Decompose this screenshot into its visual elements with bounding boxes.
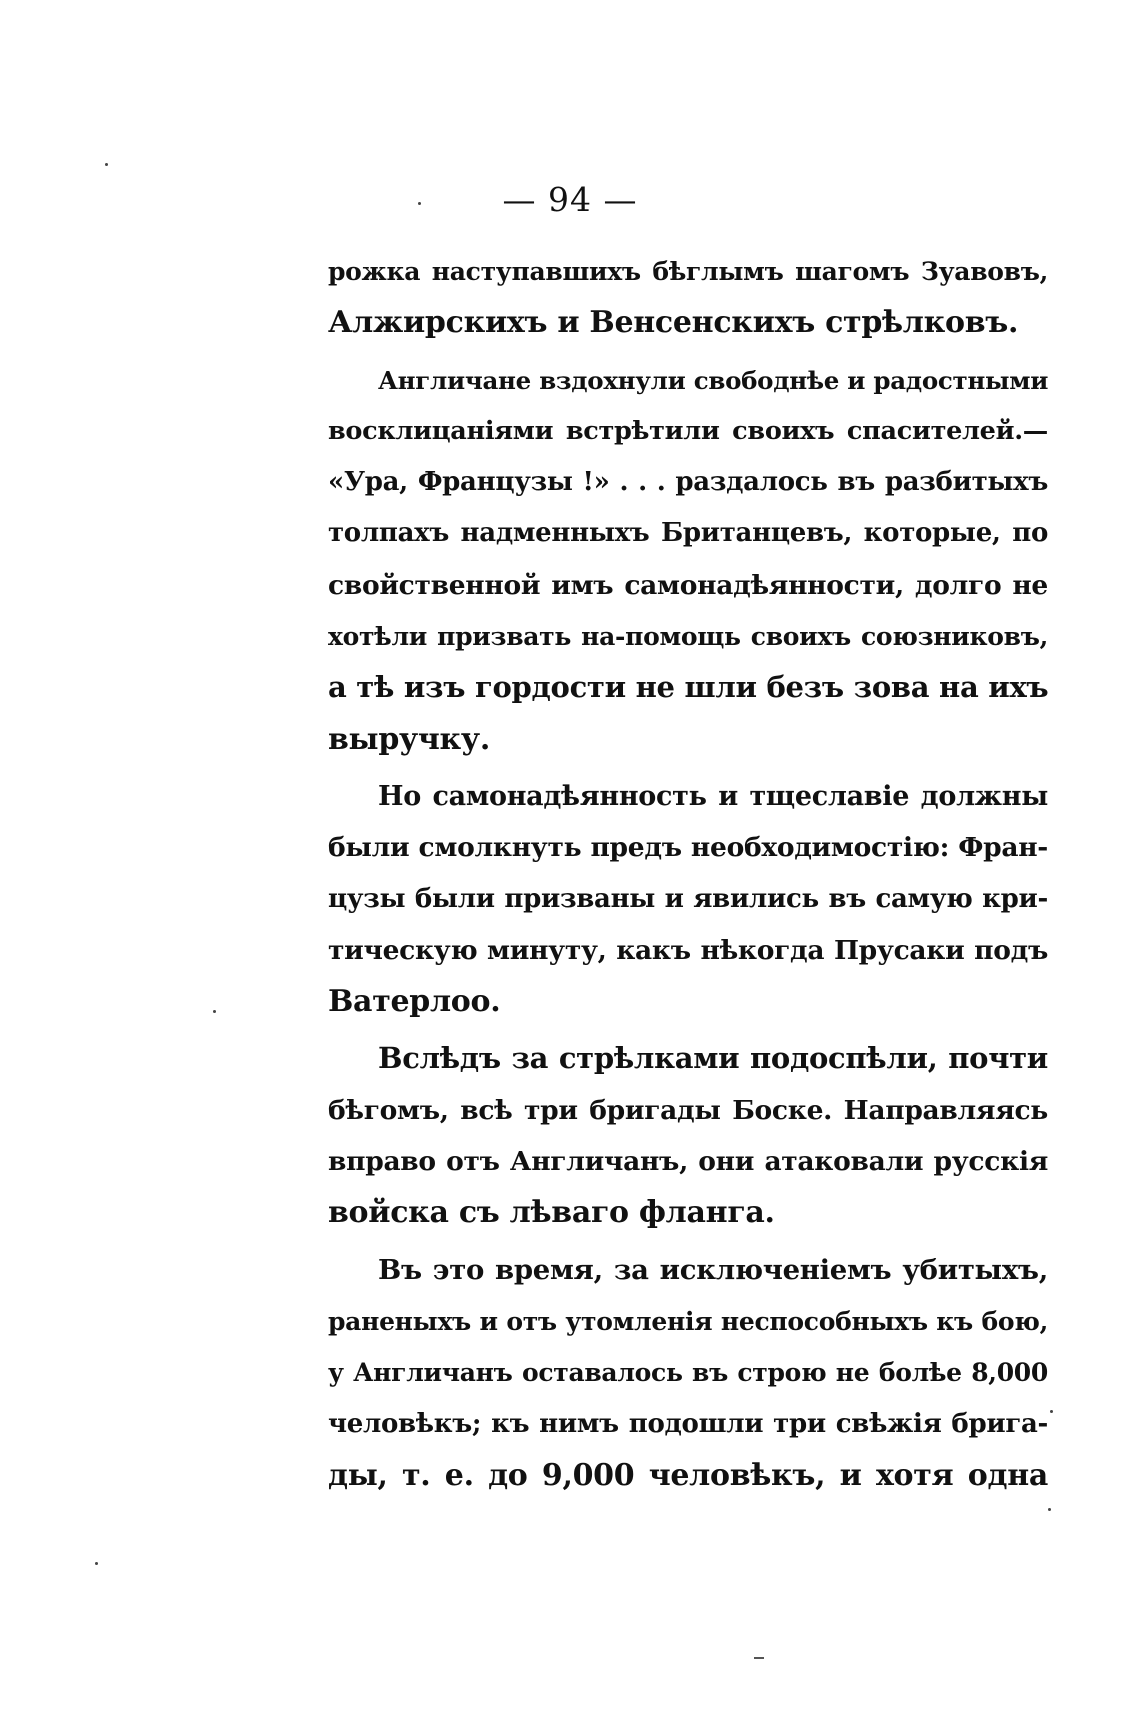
text-line: рожка наступавшихъ бѣглымъ шагомъ Зуавовъ, [328, 257, 1048, 286]
text-line: хотѣли призвать на-помощь своихъ союзниковъ, [328, 622, 1048, 652]
paragraph [328, 355, 1048, 765]
text-line: бѣгомъ, всѣ три бригады Боске. Направляясь [328, 1094, 1048, 1126]
body-text [328, 246, 1048, 1501]
scan-speck [1050, 1410, 1053, 1413]
text-line: толпахъ надменныхъ Британцевъ, которые, по [328, 518, 1048, 549]
paragraph [328, 1033, 1048, 1238]
text-line: «Ура, Французы !» . . . раздалось въ разбитыхъ [328, 467, 1048, 498]
text-line: Ватерлоо. [328, 984, 501, 1020]
paragraph [328, 1245, 1048, 1501]
paragraph [328, 246, 1048, 349]
text-line: Алжирскихъ и Венсенскихъ стрѣлковъ. [328, 305, 1019, 341]
text-line: тическую минуту, какъ нѣкогда Прусаки подъ [328, 934, 1048, 966]
text-line: восклицаніями встрѣтили своихъ спасителей.— [328, 415, 1048, 446]
text-line: раненыхъ и отъ утомленія неспособныхъ къ бою, [328, 1306, 1048, 1336]
text-line: человѣкъ; къ нимъ подошли три свѣжія бригa- [328, 1408, 1048, 1439]
text-line: цузы были призваны и явились въ самую кри- [328, 883, 1048, 914]
text-line: ды, т. е. до 9,000 человѣкъ, и хотя одна [328, 1457, 1048, 1493]
scan-speck [418, 202, 421, 205]
text-line: войска съ лѣваго фланга. [328, 1195, 775, 1231]
text-line: Англичане вздохнули свободнѣе и радостными [378, 365, 1049, 395]
scan-speck [95, 1562, 98, 1565]
scan-mark [754, 1657, 764, 1659]
text-line: свойственной имъ самонадѣянности, долго не [328, 569, 1048, 601]
text-line: Въ это время, за исключеніемъ убитыхъ, [378, 1253, 1048, 1286]
paragraph [328, 771, 1048, 1027]
text-line: были смолкнуть предъ необходимостію: Фран- [328, 832, 1048, 864]
text-line: вправо отъ Англичанъ, они атаковали русскія [328, 1146, 1048, 1178]
text-line: Но самонадѣянность и тщеславіе должны [378, 780, 1048, 812]
scan-speck [105, 163, 108, 166]
scan-speck [213, 1010, 216, 1013]
text-line: у Англичанъ оставалось въ строю не болѣе 8,000 [328, 1358, 1048, 1388]
text-line: а тѣ изъ гордости не шли безъ зова на ихъ [328, 670, 1049, 705]
text-line: Вслѣдъ за стрѣлками подоспѣли, почти [378, 1041, 1048, 1076]
text-line: выручку. [328, 721, 490, 757]
page-number: — 94 — [502, 180, 638, 219]
scan-speck [1048, 1508, 1051, 1511]
